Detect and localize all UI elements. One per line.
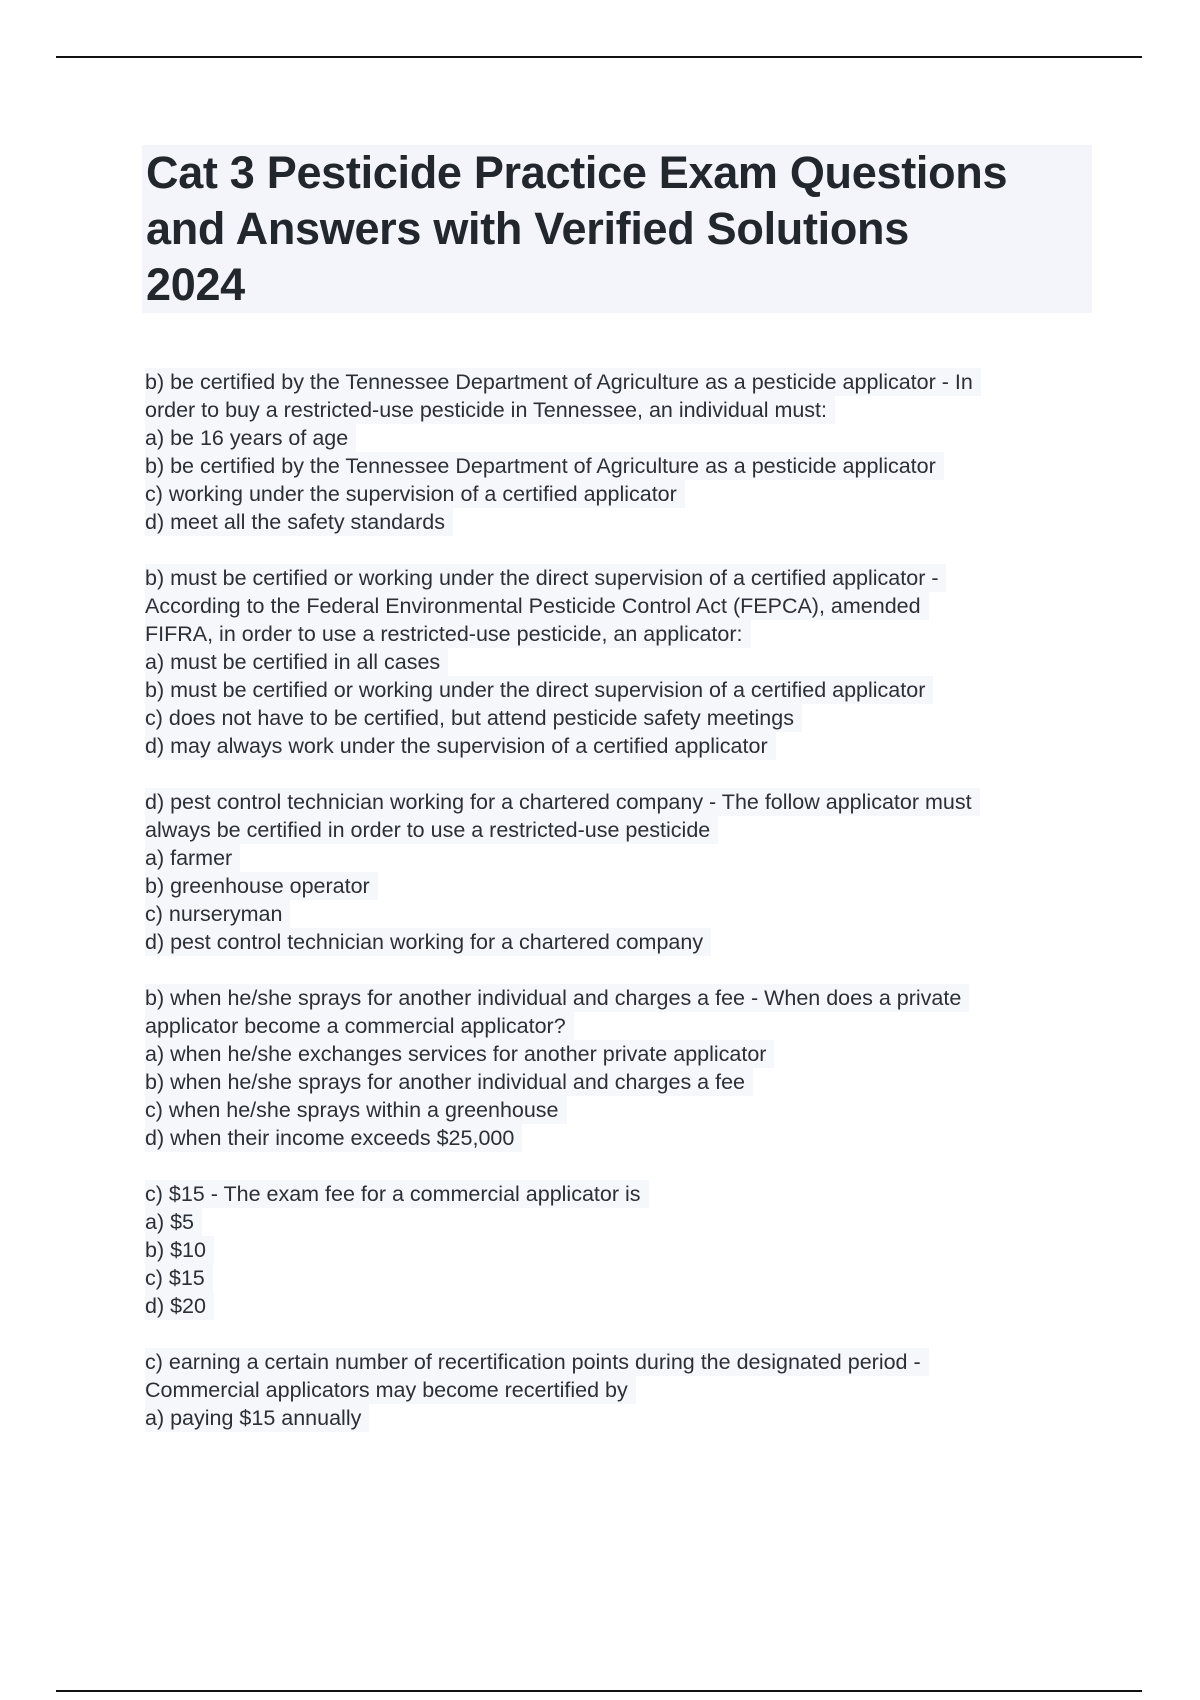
qa-content xyxy=(145,368,1105,1460)
qa-row xyxy=(145,872,1105,900)
qa-line: d) meet all the safety standards xyxy=(145,508,453,536)
qa-line: c) working under the supervision of a certified applicator xyxy=(145,480,685,508)
qa-row xyxy=(145,620,1105,648)
qa-line: d) may always work under the supervision of a certified applicator xyxy=(145,732,776,760)
qa-block xyxy=(145,368,1105,536)
qa-row xyxy=(145,1040,1105,1068)
qa-line: d) $20 xyxy=(145,1292,214,1320)
qa-line: According to the Federal Environmental Pesticide Control Act (FEPCA), amended xyxy=(145,592,929,620)
qa-row xyxy=(145,732,1105,760)
qa-line: d) pest control technician working for a chartered company xyxy=(145,928,711,956)
qa-row xyxy=(145,1068,1105,1096)
qa-line: always be certified in order to use a restricted-use pesticide xyxy=(145,816,718,844)
qa-row xyxy=(145,1208,1105,1236)
qa-row xyxy=(145,1124,1105,1152)
qa-row xyxy=(145,368,1105,396)
qa-row xyxy=(145,396,1105,424)
qa-block xyxy=(145,1348,1105,1432)
qa-line: b) when he/she sprays for another individual and charges a fee xyxy=(145,1068,753,1096)
qa-row xyxy=(145,452,1105,480)
qa-line: a) must be certified in all cases xyxy=(145,648,448,676)
qa-row xyxy=(145,1236,1105,1264)
qa-line: b) greenhouse operator xyxy=(145,872,378,900)
top-rule xyxy=(56,56,1142,58)
qa-row xyxy=(145,1292,1105,1320)
qa-row xyxy=(145,984,1105,1012)
qa-row xyxy=(145,900,1105,928)
qa-row xyxy=(145,424,1105,452)
qa-row xyxy=(145,1096,1105,1124)
page-title xyxy=(142,145,1092,313)
qa-row xyxy=(145,1012,1105,1040)
qa-row xyxy=(145,592,1105,620)
qa-block xyxy=(145,564,1105,760)
qa-answer-question-line: c) earning a certain number of recertification points during the designated period - xyxy=(145,1348,929,1376)
qa-line: c) when he/she sprays within a greenhouse xyxy=(145,1096,567,1124)
qa-line: b) be certified by the Tennessee Department of Agriculture as a pesticide applicator xyxy=(145,452,944,480)
qa-row xyxy=(145,816,1105,844)
qa-block xyxy=(145,1180,1105,1320)
qa-line: a) be 16 years of age xyxy=(145,424,356,452)
qa-block xyxy=(145,984,1105,1152)
qa-row xyxy=(145,704,1105,732)
qa-line: a) paying $15 annually xyxy=(145,1404,369,1432)
qa-answer-question-line: b) must be certified or working under the direct supervision of a certified applicator - xyxy=(145,564,946,592)
qa-row xyxy=(145,844,1105,872)
qa-row xyxy=(145,1180,1105,1208)
qa-answer-question-line: c) $15 - The exam fee for a commercial applicator is xyxy=(145,1180,649,1208)
qa-row xyxy=(145,928,1105,956)
title-line: and Answers with Verified Solutions xyxy=(146,203,909,254)
title-line: Cat 3 Pesticide Practice Exam Questions xyxy=(146,147,1008,198)
qa-answer-question-line: b) when he/she sprays for another individual and charges a fee - When does a private xyxy=(145,984,969,1012)
qa-line: a) $5 xyxy=(145,1208,202,1236)
qa-row xyxy=(145,480,1105,508)
qa-line: b) $10 xyxy=(145,1236,214,1264)
qa-answer-question-line: b) be certified by the Tennessee Department of Agriculture as a pesticide applicator - In xyxy=(145,368,981,396)
qa-line: b) must be certified or working under the direct supervision of a certified applicator xyxy=(145,676,933,704)
qa-line: Commercial applicators may become recertified by xyxy=(145,1376,636,1404)
qa-line: a) farmer xyxy=(145,844,240,872)
qa-row xyxy=(145,1264,1105,1292)
qa-line: d) when their income exceeds $25,000 xyxy=(145,1124,522,1152)
qa-line: c) nurseryman xyxy=(145,900,290,928)
qa-line: c) does not have to be certified, but attend pesticide safety meetings xyxy=(145,704,802,732)
qa-row xyxy=(145,1348,1105,1376)
qa-line: FIFRA, in order to use a restricted-use pesticide, an applicator: xyxy=(145,620,751,648)
qa-row xyxy=(145,508,1105,536)
title-block xyxy=(142,145,1092,313)
qa-row xyxy=(145,788,1105,816)
qa-answer-question-line: d) pest control technician working for a chartered company - The follow applicator must xyxy=(145,788,980,816)
qa-row xyxy=(145,648,1105,676)
qa-row xyxy=(145,676,1105,704)
qa-line: a) when he/she exchanges services for another private applicator xyxy=(145,1040,774,1068)
qa-row xyxy=(145,1376,1105,1404)
qa-row xyxy=(145,564,1105,592)
qa-line: applicator become a commercial applicator? xyxy=(145,1012,574,1040)
qa-block xyxy=(145,788,1105,956)
qa-line: c) $15 xyxy=(145,1264,213,1292)
qa-line: order to buy a restricted-use pesticide in Tennessee, an individual must: xyxy=(145,396,835,424)
bottom-rule xyxy=(56,1690,1142,1692)
qa-row xyxy=(145,1404,1105,1432)
title-line: 2024 xyxy=(146,259,245,310)
